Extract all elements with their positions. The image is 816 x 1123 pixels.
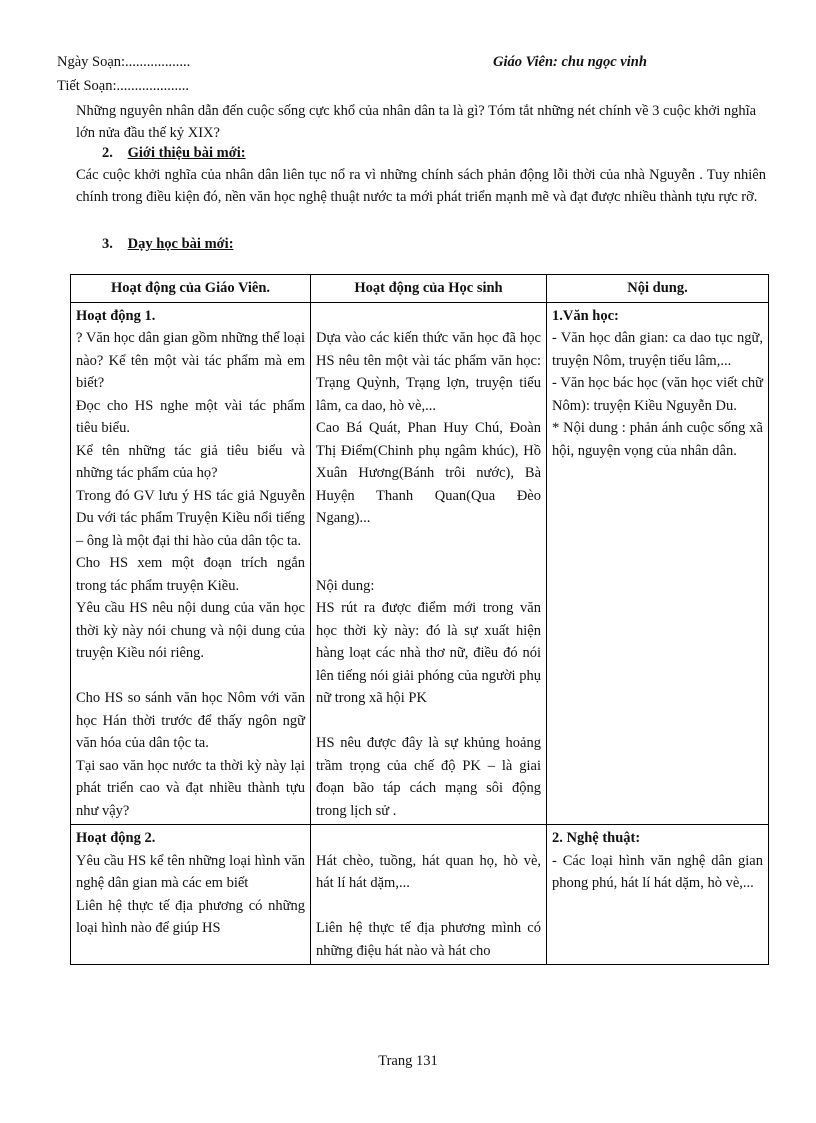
teacher-step: Tại sao văn học nước ta thời kỳ này lại phát triển cao và đạt nhiều thành tựu như vậy? [76, 757, 305, 819]
spacer [316, 895, 541, 918]
header-student-activity: Hoạt động của Học sinh [311, 275, 547, 303]
student-step: Nội dung: [316, 577, 375, 594]
period-label: Tiết Soạn:.................... [57, 78, 189, 94]
student-step: HS nêu được đây là sự khủng hoảng trầm trọng của chế độ PK – là giai đoạn bão táp cách mạng sôi động trong lịch sử . [316, 735, 541, 819]
teacher-step: Liên hệ thực tế địa phương có những loại hình nào để giúp HS [76, 897, 305, 936]
teacher-activity-cell [71, 825, 311, 965]
teacher-step: ? Văn học dân gian gồm những thể loại nào? Kể tên một vài tác phẩm mà em biết? [76, 330, 305, 391]
table-header-row [71, 275, 769, 303]
activity-title: Hoạt động 2. [76, 830, 156, 846]
header-content: Nội dung. [547, 275, 769, 303]
header-teacher-activity: Hoạt động của Giáo Viên. [71, 275, 311, 303]
student-step: Liên hệ thực tế địa phương mình có những điệu hát nào và hát cho [316, 920, 541, 959]
section-heading-intro [102, 145, 246, 162]
teacher-step: Yêu cầu HS nêu nội dung của văn học thời kỳ này nói chung và nội dung của truyện Kiều nói riêng. [76, 600, 305, 661]
section-heading-lesson [102, 236, 234, 253]
intro-paragraph: Các cuộc khởi nghĩa của nhân dân liên tục nổ ra vì những chính sách phản động lỗi thời của nhà Nguyễn . Tuy nhiên chính trong điều kiện đó, nền văn học nghệ thuật nước ta mới phát triển mạnh mẽ và đạt được nhiều thành tựu rực rỡ. [76, 167, 766, 205]
student-activity-cell [311, 825, 547, 965]
lesson-table [70, 274, 769, 965]
spacer [76, 665, 305, 688]
section-title: Dạy học bài mới: [127, 236, 234, 252]
teacher-step: Yêu cầu HS kể tên những loại hình văn nghệ dân gian mà các em biết [76, 852, 305, 891]
teacher-step: Cho HS so sánh văn học Nôm với văn học Hán thời trước để thấy ngôn ngữ văn hóa của dân tộc ta. [76, 690, 305, 751]
date-label: Ngày Soạn:.................. [57, 54, 191, 70]
teacher-name: Giáo Viên: chu ngọc vinh [493, 54, 647, 70]
student-activity-cell [311, 302, 547, 825]
section-number: 2. [102, 145, 113, 161]
teacher-step: Kể tên những tác giả tiêu biểu và những tác phẩm của họ? [76, 442, 305, 481]
content-heading: 1.Văn học: [552, 307, 619, 324]
activity-title: Hoạt động 1. [76, 307, 156, 324]
content-item: - Các loại hình văn nghệ dân gian phong phú, hát lí hát dặm, hò vè,... [552, 852, 763, 891]
teacher-step: Cho HS xem một đoạn trích ngắn trong tác phẩm truyện Kiều. [76, 555, 305, 594]
student-step: Cao Bá Quát, Phan Huy Chú, Đoàn Thị Điểm(Chinh phụ ngâm khúc), Hồ Xuân Hương(Bánh trôi nước), Bà Huyện Thanh Quan(Qua Đèo Ngang)... [316, 420, 541, 526]
teacher-activity-cell [71, 302, 311, 825]
teacher-step: Trong đó GV lưu ý HS tác giả Nguyễn Du với tác phẩm Truyện Kiều nổi tiếng – ông là một đại thi hào của dân tộc ta. [76, 487, 305, 549]
spacer [316, 710, 541, 733]
spacer [316, 552, 541, 575]
review-question: Những nguyên nhân dẫn đến cuộc sống cực khổ của nhân dân ta là gì? Tóm tắt những nét chính về 3 cuộc khởi nghĩa lớn nửa đầu thế kỷ XIX? [76, 103, 757, 141]
student-step: Dựa vào các kiến thức văn học đã học HS nêu tên một vài tác phẩm văn học: Trạng Quỳnh, Trạng lợn, truyện tiếu lâm, ca dao, hò vè,... [316, 330, 541, 414]
content-heading: 2. Nghệ thuật: [552, 830, 641, 846]
spacer [316, 530, 541, 553]
student-step: Hát chèo, tuồng, hát quan họ, hò vè, hát lí hát dặm,... [316, 852, 541, 891]
content-cell [547, 825, 769, 965]
teacher-step: Đọc cho HS nghe một vài tác phẩm tiêu biểu. [76, 397, 305, 436]
content-item: * Nội dung : phản ánh cuộc sống xã hội, nguyện vọng của nhân dân. [552, 420, 763, 459]
section-title: Giới thiệu bài mới: [127, 145, 246, 161]
spacer [316, 827, 541, 850]
content-cell [547, 302, 769, 825]
table-row [71, 302, 769, 825]
table-row [71, 825, 769, 965]
section-number: 3. [102, 236, 113, 252]
content-item: - Văn học dân gian: ca dao tục ngữ, truyện Nôm, truyện tiếu lâm,... [552, 330, 763, 369]
content-item: - Văn học bác học (văn học viết chữ Nôm): truyện Kiều Nguyễn Du. [552, 375, 763, 414]
spacer [316, 305, 541, 328]
student-step: HS rút ra được điểm mới trong văn học thời kỳ này: đó là sự xuất hiện hàng loạt các nhà thơ nữ, điều đó nói lên tiếng nói giải phóng của người phụ nữ trong xã hội PK [316, 600, 541, 706]
page-number: Trang 131 [378, 1053, 438, 1069]
